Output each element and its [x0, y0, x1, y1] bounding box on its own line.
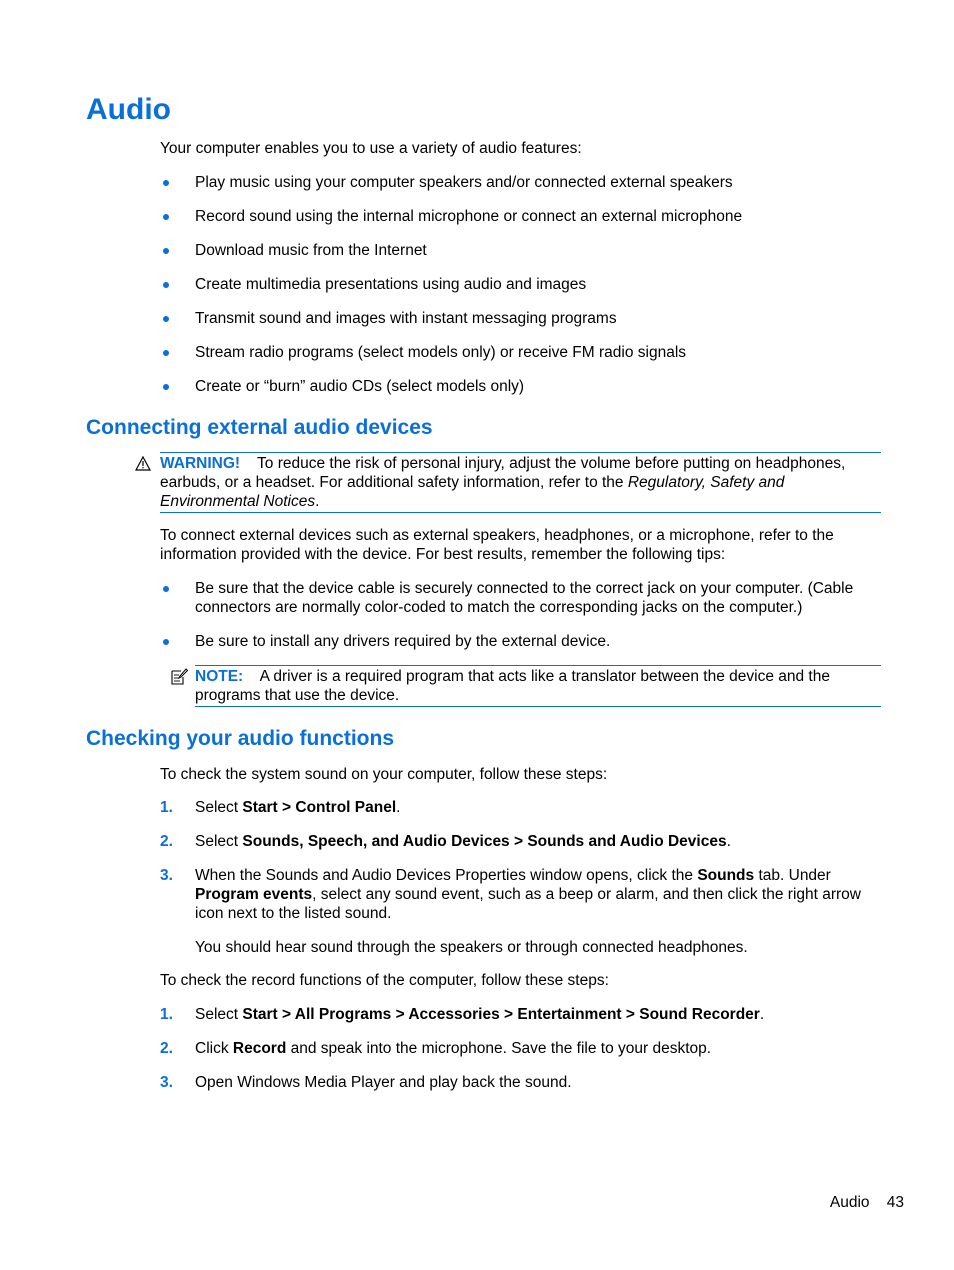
- intro-paragraph: Your computer enables you to use a variety of audio features:: [160, 140, 582, 157]
- bullet-icon: [163, 586, 169, 592]
- bullet-icon: [163, 639, 169, 645]
- list-item: Be sure to install any drivers required by the external device.: [160, 632, 882, 651]
- list-item: Record sound using the internal microphone or connect an external microphone: [160, 207, 882, 226]
- connect-paragraph: To connect external devices such as external speakers, headphones, or a microphone, refer to the information provided with the device. For best results, remember the following tips:: [160, 527, 834, 563]
- section-heading-checking: Checking your audio functions: [86, 727, 395, 750]
- section-heading-connecting: Connecting external audio devices: [86, 416, 433, 439]
- list-item: 2. Click Record and speak into the microphone. Save the file to your desktop.: [160, 1040, 712, 1057]
- bullet-icon: [163, 350, 169, 356]
- warning-reference: Regulatory, Safety and Environmental Notices: [160, 474, 785, 510]
- list-item: Download music from the Internet: [160, 241, 882, 260]
- warning-label: WARNING!: [160, 455, 241, 472]
- steps-list-record: [160, 1005, 882, 1092]
- list-item: 3. Open Windows Media Player and play back the sound.: [160, 1074, 572, 1091]
- bullet-icon: [163, 384, 169, 390]
- note-text: A driver is a required program that acts like a translator between the device and the programs that use the device.: [195, 668, 830, 704]
- check-sound-paragraph: To check the system sound on your computer, follow these steps:: [160, 766, 608, 783]
- features-list: [160, 173, 882, 396]
- bullet-icon: [163, 282, 169, 288]
- steps-list-sound: [160, 798, 882, 923]
- list-item: Play music using your computer speakers and/or connected external speakers: [160, 173, 882, 192]
- bullet-icon: [163, 180, 169, 186]
- list-item: Transmit sound and images with instant messaging programs: [160, 309, 882, 328]
- list-item: Create multimedia presentations using audio and images: [160, 275, 882, 294]
- list-item: Create or “burn” audio CDs (select models only): [160, 377, 882, 396]
- step-followup: You should hear sound through the speakers or through connected headphones.: [195, 939, 748, 956]
- note-icon: [170, 668, 188, 686]
- list-item: 1. Select Start > All Programs > Accessories > Entertainment > Sound Recorder.: [160, 1006, 765, 1023]
- page-title: Audio: [86, 93, 171, 126]
- list-item: 2. Select Sounds, Speech, and Audio Devices > Sounds and Audio Devices.: [160, 833, 731, 850]
- bullet-icon: [163, 316, 169, 322]
- warning-box: WARNING! To reduce the risk of personal injury, adjust the volume before putting on headphones, earbuds, or a headset. For additional safety information, refer to the Regulatory, Safety and Environmental Notices.: [160, 452, 881, 513]
- note-box: [195, 665, 881, 707]
- list-item: Stream radio programs (select models only) or receive FM radio signals: [160, 343, 882, 362]
- warning-icon: [135, 456, 151, 471]
- list-item: 3. When the Sounds and Audio Devices Properties window opens, click the Sounds tab. Under Program events, select any sound event, such as a beep or alarm, and then click the right arrow icon next to the listed sound.: [160, 867, 861, 922]
- footer-section: Audio: [829, 1194, 870, 1211]
- warning-text: To reduce the risk of personal injury, adjust the volume before putting on headphones, earbuds, or a headset. For additional safety information, refer to the: [160, 455, 846, 491]
- list-item: 1. Select Start > Control Panel.: [160, 799, 401, 816]
- note-label: NOTE:: [195, 668, 244, 685]
- page-number: 43: [886, 1194, 904, 1211]
- bullet-icon: [163, 214, 169, 220]
- check-record-paragraph: To check the record functions of the computer, follow these steps:: [160, 972, 609, 989]
- bullet-icon: [163, 248, 169, 254]
- page-footer: [830, 1193, 904, 1212]
- list-item: Be sure that the device cable is securely connected to the correct jack on your computer. (Cable connectors are normally color-coded to match the corresponding jacks on the computer.): [160, 579, 882, 617]
- tips-list: [160, 579, 882, 651]
